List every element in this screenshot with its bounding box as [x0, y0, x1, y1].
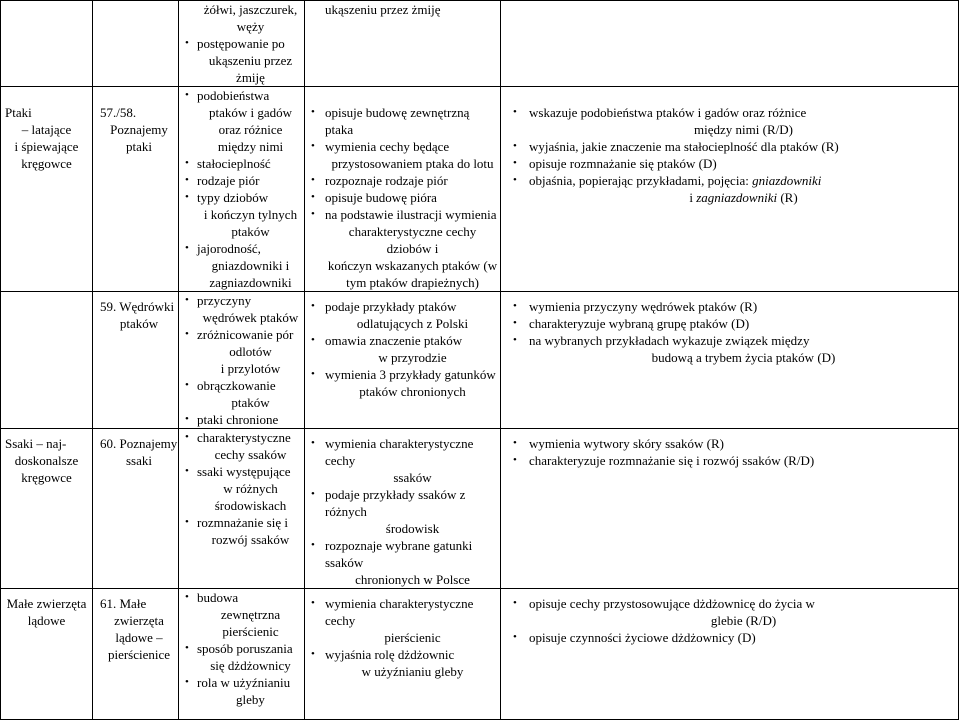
basic-requirements-cell — [305, 1, 501, 87]
list-item — [305, 366, 500, 400]
list-item — [501, 595, 958, 629]
extended-requirements-list — [501, 589, 958, 646]
list-item — [305, 138, 500, 172]
bullet-icon: • — [513, 157, 517, 169]
basic-requirements-list — [305, 589, 500, 680]
bullet-icon: • — [311, 300, 315, 312]
content-cell — [179, 429, 305, 589]
table-row — [1, 589, 959, 720]
text-line: cechy ssaków — [214, 447, 287, 462]
section-title-line: – latające — [21, 122, 72, 137]
text-line: odlatujących z Polski — [356, 316, 469, 331]
bullet-icon: • — [311, 140, 315, 152]
text-line: wskazuje podobieństwa ptaków i gadów oraz różnice — [529, 105, 807, 120]
text-line: rodzaje piór — [197, 173, 260, 188]
list-item — [305, 537, 500, 588]
text-line: charakterystyczne cechy dziobów i — [348, 224, 477, 256]
section-cell — [1, 429, 93, 589]
list-item — [179, 292, 304, 326]
list-item — [179, 463, 304, 514]
text-line: objaśnia, popierając przykładami, pojęcia: gniazdowniki — [529, 173, 822, 188]
lesson-cell — [93, 87, 179, 292]
text-line: rozpoznaje rodzaje piór — [325, 173, 448, 188]
text-line: na podstawie ilustracji wymienia — [325, 207, 497, 222]
text-line: tym ptaków drapieżnych) — [346, 275, 479, 290]
lesson-title-line: 59. Wędrówki — [100, 299, 175, 314]
list-item — [305, 298, 500, 332]
text-line: rozmnażanie się i — [197, 515, 288, 530]
text-line: wymienia cechy będące — [325, 139, 450, 154]
extended-requirements-list — [501, 292, 958, 366]
list-item — [179, 514, 304, 548]
lesson-cell — [93, 589, 179, 720]
section-cell — [1, 589, 93, 720]
bullet-icon: • — [185, 328, 189, 340]
bullet-icon: • — [311, 208, 315, 220]
text-line: opisuje rozmnażanie się ptaków (D) — [529, 156, 717, 171]
section-title-line: kręgowce — [21, 470, 72, 485]
text-line: w przyrodzie — [378, 350, 447, 365]
list-item — [179, 87, 304, 155]
text-line: kończyn wskazanych ptaków (w — [327, 258, 498, 273]
text-line: ukąszeniu przez żmiję — [325, 2, 441, 17]
text-line: gniazdowniki i — [211, 258, 290, 273]
extended-requirements-cell — [501, 429, 959, 589]
lesson-title-line: zwierzęta — [114, 613, 164, 628]
text-line: i przylotów — [220, 361, 281, 376]
text-line: gleby — [236, 692, 265, 707]
extended-requirements-cell — [501, 589, 959, 720]
bullet-icon: • — [185, 157, 189, 169]
text-line: między nimi (R/D) — [694, 122, 793, 137]
lesson-title-line: 57./58. — [100, 105, 137, 120]
bullet-icon: • — [311, 106, 315, 118]
list-item — [305, 646, 500, 680]
lesson-title-line: ptaków — [119, 316, 159, 331]
basic-requirements-list — [305, 429, 500, 588]
text-line: jajorodność, — [197, 241, 261, 256]
text-line: ptaków i gadów — [208, 105, 293, 120]
text-line: omawia znaczenie ptaków — [325, 333, 463, 348]
text-line: zróżnicowanie pór — [197, 327, 294, 342]
bullet-icon: • — [311, 191, 315, 203]
text-line: żółwi, jaszczurek, — [203, 2, 298, 17]
bullet-icon: • — [513, 317, 517, 329]
list-item — [501, 155, 958, 172]
list-item — [501, 172, 958, 206]
section-title-line: i śpiewające — [14, 139, 79, 154]
list-item — [179, 155, 304, 172]
text-line: rola w użyźnianiu — [197, 675, 291, 690]
text-line: opisuje budowę zewnętrzną ptaka — [325, 105, 470, 137]
content-list — [179, 292, 304, 428]
text-line: między nimi — [217, 139, 284, 154]
basic-requirements-cell — [305, 589, 501, 720]
lesson-title-line: 61. Małe — [100, 596, 147, 611]
list-item — [179, 1, 304, 35]
list-item — [305, 435, 500, 486]
list-item — [179, 377, 304, 411]
list-item — [501, 138, 958, 155]
list-item — [305, 104, 500, 138]
content-list — [179, 429, 304, 548]
text-line: budową a trybem życia ptaków (D) — [651, 350, 836, 365]
lesson-title-line: ssaki — [126, 453, 152, 468]
bullet-icon: • — [513, 631, 517, 643]
bullet-icon: • — [311, 648, 315, 660]
text-line: wymienia 3 przykłady gatunków — [325, 367, 496, 382]
text-line: podaje przykłady ssaków z różnych — [325, 487, 466, 519]
text-line: pierścienic — [222, 624, 279, 639]
text-line: charakterystyczne — [197, 430, 291, 445]
lesson-cell — [93, 292, 179, 429]
table-row — [1, 292, 959, 429]
content-list — [179, 589, 304, 708]
basic-requirements-list — [305, 1, 500, 18]
bullet-icon: • — [185, 516, 189, 528]
text-line: i kończyn tylnych — [203, 207, 298, 222]
text-line: ptaki chronione — [197, 412, 279, 427]
list-item — [179, 240, 304, 291]
text-line: stałocieplność — [197, 156, 271, 171]
content-list — [179, 1, 304, 86]
list-item — [501, 629, 958, 646]
section-title-line: doskonalsze — [14, 453, 79, 468]
bullet-icon: • — [185, 431, 189, 443]
text-line: obrączkowanie — [197, 378, 276, 393]
text-line: wymienia charakterystyczne cechy — [325, 436, 474, 468]
list-item — [501, 435, 958, 452]
basic-requirements-cell — [305, 429, 501, 589]
list-item — [501, 332, 958, 366]
text-line: ptaków — [231, 395, 270, 410]
text-line: wyjaśnia, jakie znaczenie ma stałocieplność dla ptaków (R) — [529, 139, 839, 154]
lesson-title-line: Poznajemy — [110, 122, 168, 137]
list-item — [305, 189, 500, 206]
bullet-icon: • — [311, 597, 315, 609]
text-line: postępowanie po — [197, 36, 285, 51]
basic-requirements-list — [305, 87, 500, 291]
text-line: w różnych — [223, 481, 278, 496]
text-line: chronionych w Polsce — [355, 572, 470, 587]
bullet-icon: • — [185, 294, 189, 306]
list-item — [179, 429, 304, 463]
bullet-icon: • — [185, 191, 189, 203]
bullet-icon: • — [513, 454, 517, 466]
lesson-cell — [93, 429, 179, 589]
list-item — [305, 332, 500, 366]
lesson-title-line: pierścienice — [107, 647, 171, 662]
section-title-line: Małe zwierzęta — [6, 596, 87, 611]
text-line: żmiję — [236, 70, 265, 85]
list-item — [305, 486, 500, 537]
text-line: ssaków — [393, 470, 432, 485]
text-line: zagniazdowniki — [209, 275, 292, 290]
bullet-icon: • — [185, 174, 189, 186]
content-cell — [179, 292, 305, 429]
text-line: wędrówek ptaków — [202, 310, 299, 325]
text-line: węży — [236, 19, 265, 34]
text-line: ukąszeniu przez — [208, 53, 293, 68]
extended-requirements-cell — [501, 1, 959, 87]
table-row — [1, 87, 959, 292]
content-cell — [179, 1, 305, 87]
section-title-line: Ssaki – naj- — [5, 436, 67, 451]
basic-requirements-list — [305, 292, 500, 400]
section-title-line: lądowe — [27, 613, 66, 628]
bullet-icon: • — [185, 242, 189, 254]
text-line: charakteryzuje rozmnażanie się i rozwój ssaków (R/D) — [529, 453, 815, 468]
bullet-icon: • — [185, 37, 189, 49]
section-title-line: Ptaki — [5, 105, 32, 120]
text-line: sposób poruszania — [197, 641, 293, 656]
bullet-icon: • — [513, 597, 517, 609]
list-item — [305, 172, 500, 189]
extended-requirements-list — [501, 429, 958, 469]
text-line: podobieństwa — [197, 88, 270, 103]
list-item — [305, 1, 500, 18]
content-cell — [179, 87, 305, 292]
lesson-title-line: ptaki — [126, 139, 152, 154]
bullet-icon: • — [185, 379, 189, 391]
content-cell — [179, 589, 305, 720]
list-item — [179, 189, 304, 240]
list-item — [501, 298, 958, 315]
section-title-line: kręgowce — [21, 156, 72, 171]
bullet-icon: • — [513, 437, 517, 449]
lesson-title-line: 60. Poznajemy — [100, 436, 178, 451]
bullet-icon: • — [311, 334, 315, 346]
basic-requirements-cell — [305, 87, 501, 292]
table-row — [1, 429, 959, 589]
text-line: w użyźnianiu gleby — [361, 664, 464, 679]
list-item — [305, 595, 500, 646]
text-line: wymienia charakterystyczne cechy — [325, 596, 474, 628]
text-line: opisuje budowę pióra — [325, 190, 437, 205]
text-line: środowiskach — [214, 498, 287, 513]
bullet-icon: • — [311, 437, 315, 449]
text-line: podaje przykłady ptaków — [325, 299, 457, 314]
bullet-icon: • — [513, 300, 517, 312]
bullet-icon: • — [311, 174, 315, 186]
bullet-icon: • — [513, 140, 517, 152]
bullet-icon: • — [185, 413, 189, 425]
list-item — [179, 35, 304, 86]
text-line: typy dziobów — [197, 190, 269, 205]
bullet-icon: • — [311, 368, 315, 380]
lesson-cell — [93, 1, 179, 87]
text-line: ssaki występujące — [197, 464, 291, 479]
bullet-icon: • — [513, 334, 517, 346]
text-line: wymienia przyczyny wędrówek ptaków (R) — [529, 299, 758, 314]
bullet-icon: • — [185, 465, 189, 477]
list-item — [179, 326, 304, 377]
list-item — [179, 411, 304, 428]
text-line: środowisk — [385, 521, 440, 536]
text-line: budowa — [197, 590, 239, 605]
text-line: oraz różnice — [218, 122, 283, 137]
bullet-icon: • — [311, 539, 315, 551]
text-line: na wybranych przykładach wykazuje związek między — [529, 333, 810, 348]
bullet-icon: • — [185, 89, 189, 101]
text-line: zewnętrzna — [220, 607, 281, 622]
bullet-icon: • — [185, 676, 189, 688]
list-item — [179, 640, 304, 674]
text-line: rozpoznaje wybrane gatunki ssaków — [325, 538, 473, 570]
lesson-title-line: lądowe – — [115, 630, 163, 645]
text-line: przystosowaniem ptaka do lotu — [331, 156, 494, 171]
text-line: się dżdżownicy — [210, 658, 291, 673]
list-item — [305, 206, 500, 291]
extended-requirements-cell — [501, 87, 959, 292]
bullet-icon: • — [513, 106, 517, 118]
section-cell — [1, 292, 93, 429]
list-item — [179, 172, 304, 189]
text-line: rozwój ssaków — [211, 532, 290, 547]
bullet-icon: • — [513, 174, 517, 186]
extended-requirements-list — [501, 87, 958, 206]
bullet-icon: • — [185, 591, 189, 603]
extended-requirements-cell — [501, 292, 959, 429]
table-row — [1, 1, 959, 87]
list-item — [501, 104, 958, 138]
text-line: opisuje czynności życiowe dżdżownicy (D) — [529, 630, 756, 645]
text-line: opisuje cechy przystosowujące dżdżownicę do życia w — [529, 596, 815, 611]
list-item — [179, 674, 304, 708]
section-cell — [1, 1, 93, 87]
text-line: charakteryzuje wybraną grupę ptaków (D) — [529, 316, 750, 331]
text-line: pierścienic — [384, 630, 441, 645]
basic-requirements-cell — [305, 292, 501, 429]
extended-requirements-list — [501, 1, 958, 7]
text-line: glebie (R/D) — [710, 613, 777, 628]
text-line: ptaków — [231, 224, 270, 239]
bullet-icon: • — [311, 488, 315, 500]
text-line: i zagniazdowniki (R) — [689, 190, 798, 205]
section-cell — [1, 87, 93, 292]
content-list — [179, 87, 304, 291]
list-item — [501, 452, 958, 469]
text-line: ptaków chronionych — [359, 384, 466, 399]
list-item — [501, 315, 958, 332]
text-line: przyczyny — [197, 293, 252, 308]
list-item — [179, 589, 304, 640]
text-line: wymienia wytwory skóry ssaków (R) — [529, 436, 724, 451]
text-line: wyjaśnia rolę dżdżownic — [325, 647, 455, 662]
bullet-icon: • — [185, 642, 189, 654]
text-line: odlotów — [229, 344, 272, 359]
